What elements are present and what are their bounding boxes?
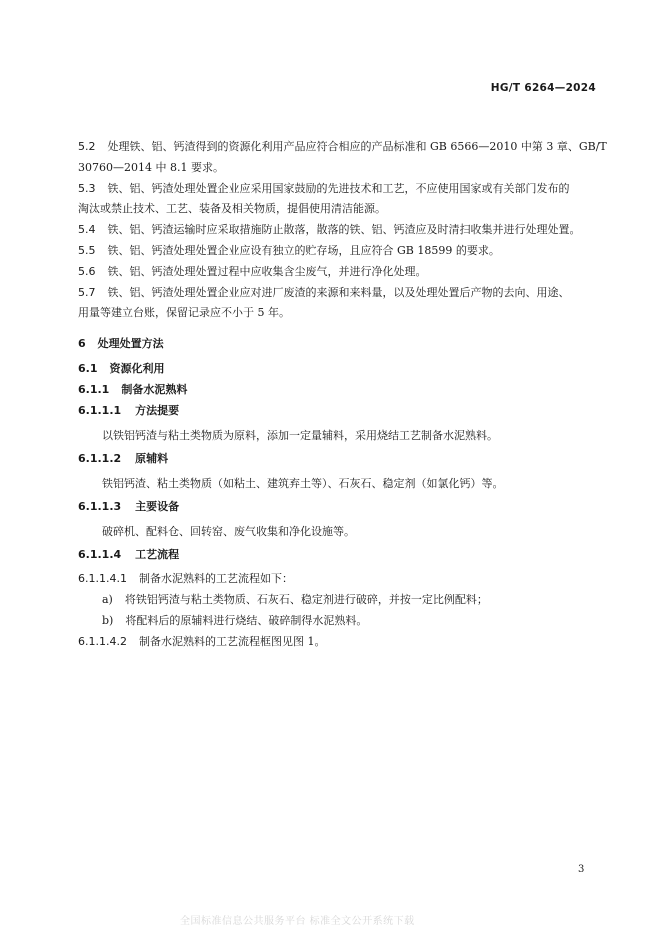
clause-5-6: [78, 264, 427, 280]
list-label: a): [102, 593, 113, 606]
clause-5-3: [78, 181, 570, 197]
clause-text: 铁、铝、钙渣处理处置过程中应收集含尘废气，并进行净化处理。: [107, 265, 427, 278]
section-6-1-1-3-text: 破碎机、配料仓、回转窑、废气收集和净化设施等。: [102, 525, 355, 538]
list-item-a: [102, 592, 488, 608]
clause-number: 5.6: [78, 265, 96, 278]
clause-number: 5.7: [78, 286, 96, 299]
heading-number: 6: [78, 337, 86, 350]
page-number: 3: [578, 864, 585, 875]
clause-number: 6.1.1.4.2: [78, 635, 127, 648]
clause-text: 铁、铝、钙渣处理处置企业应采用国家鼓励的先进技术和工艺，不应使用国家或有关部门发布的: [107, 182, 570, 195]
section-6-1-1-1-text: 以铁铝钙渣与粘土类物质为原料，添加一定量辅料，采用烧结工艺制备水泥熟料。: [102, 429, 498, 442]
heading-text: 处理处置方法: [97, 337, 164, 350]
heading-number: 6.1.1.2: [78, 452, 122, 465]
heading-text: 制备水泥熟料: [121, 383, 188, 396]
list-label: b): [102, 614, 114, 627]
section-6-1-1-2-heading: [78, 451, 168, 467]
heading-text: 原辅料: [135, 452, 169, 465]
clause-number: 5.3: [78, 182, 96, 195]
clause-5-2: [78, 139, 607, 155]
clause-text: 制备水泥熟料的工艺流程如下：: [138, 572, 293, 585]
document-code: HG/T 6264—2024: [490, 82, 596, 94]
heading-text: 方法提要: [135, 404, 180, 417]
heading-number: 6.1.1: [78, 383, 110, 396]
section-6-1-1-1-heading: [78, 403, 179, 419]
section-6-1-1-heading: [78, 382, 187, 398]
clause-number: 5.4: [78, 223, 96, 236]
list-item-b: [102, 613, 367, 629]
clause-text: 铁、铝、钙渣运输时应采取措施防止散落，散落的铁、铝、钙渣应及时清扫收集并进行处理处置。: [107, 223, 581, 236]
clause-text: 铁、铝、钙渣处理处置企业应对进厂废渣的来源和来料量，以及处理处置后产物的去向、用途、: [107, 286, 570, 299]
heading-number: 6.1.1.1: [78, 404, 122, 417]
clause-number: 5.5: [78, 244, 96, 257]
clause-5-7-cont: 用量等建立台账，保留记录应不小于 5 年。: [78, 306, 290, 319]
heading-number: 6.1: [78, 362, 98, 375]
section-6-1-heading: [78, 361, 165, 377]
heading-text: 资源化利用: [109, 362, 165, 375]
clause-text: 铁、铝、钙渣处理处置企业应设有独立的贮存场，且应符合 GB 18599 的要求。: [107, 244, 500, 257]
clause-5-3-cont: 淘汰或禁止技术、工艺、装备及相关物质，提倡使用清洁能源。: [78, 202, 386, 215]
clause-5-2-cont: 30760—2014 中 8.1 要求。: [78, 161, 224, 174]
clause-5-4: [78, 222, 581, 238]
clause-5-7: [78, 285, 570, 301]
heading-text: 主要设备: [135, 500, 180, 513]
list-text: 将铁铝钙渣与粘土类物质、石灰石、稳定剂进行破碎，并按一定比例配料；: [124, 593, 488, 606]
section-6-1-1-4-heading: [78, 547, 179, 563]
clause-number: 6.1.1.4.1: [78, 572, 127, 585]
watermark: 全国标准信息公共服务平台 标准全文公开系统下载: [180, 916, 415, 927]
section-6-heading: [78, 336, 164, 352]
clause-5-5: [78, 243, 500, 259]
clause-number: 5.2: [78, 140, 96, 153]
clause-6-1-1-4-1: [78, 571, 293, 587]
heading-text: 工艺流程: [135, 548, 180, 561]
heading-number: 6.1.1.4: [78, 548, 122, 561]
clause-6-1-1-4-2: [78, 634, 325, 650]
heading-number: 6.1.1.3: [78, 500, 122, 513]
section-6-1-1-3-heading: [78, 499, 179, 515]
clause-text: 制备水泥熟料的工艺流程框图见图 1。: [138, 635, 326, 648]
clause-text: 处理铁、铝、钙渣得到的资源化利用产品应符合相应的产品标准和 GB 6566—2010 中第 3 章、GB/T: [107, 140, 607, 153]
list-text: 将配料后的原辅料进行烧结、破碎制得水泥熟料。: [125, 614, 368, 627]
section-6-1-1-2-text: 铁铝钙渣、粘土类物质（如粘土、建筑弃土等）、石灰石、稳定剂（如氯化钙）等。: [102, 477, 504, 490]
